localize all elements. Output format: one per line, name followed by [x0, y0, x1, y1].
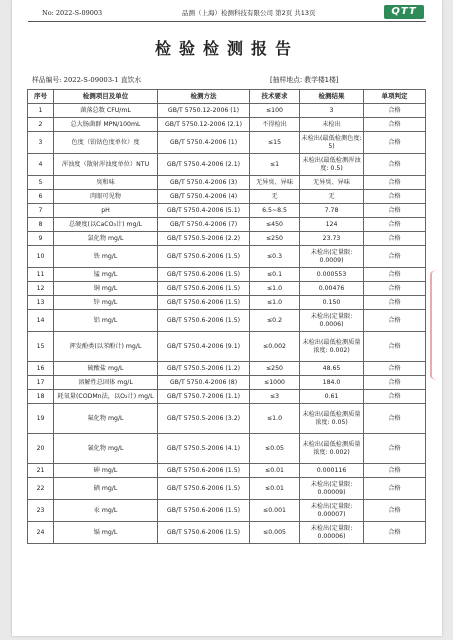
table-row — [28, 434, 426, 464]
judgement: 合格 — [364, 434, 426, 464]
table-row — [28, 118, 426, 132]
test-item: 硒 mg/L — [54, 478, 158, 500]
test-method: GB/T 5750.4-2006 (4) — [158, 190, 250, 204]
test-item: 氰化物 mg/L — [54, 434, 158, 464]
row-number: 2 — [28, 118, 54, 132]
table-row — [28, 500, 426, 522]
header-divider — [28, 21, 426, 22]
test-method: GB/T 5750.6-2006 (1.5) — [158, 296, 250, 310]
test-method: GB/T 5750.12-2006 (2.1) — [158, 118, 250, 132]
row-number: 11 — [28, 268, 54, 282]
test-method: GB/T 5750.7-2006 (1.1) — [158, 390, 250, 404]
column-header: 单项判定 — [364, 90, 426, 104]
column-header: 检测方法 — [158, 90, 250, 104]
test-result: 未检出(定量限: 0.0009) — [300, 246, 364, 268]
test-method: GB/T 5750.4-2006 (1) — [158, 132, 250, 154]
judgement: 合格 — [364, 246, 426, 268]
test-item: 臭和味 — [54, 176, 158, 190]
test-item: 氯化物 mg/L — [54, 232, 158, 246]
table-row — [28, 282, 426, 296]
sampling-location: [抽样地点: 教学楼1楼] — [270, 76, 339, 84]
requirement: ≤1.0 — [250, 296, 300, 310]
test-result: 23.73 — [300, 232, 364, 246]
test-method: GB/T 5750.5-2006 (3.2) — [158, 404, 250, 434]
test-method: GB/T 5750.4-2006 (2.1) — [158, 154, 250, 176]
test-item: 铜 mg/L — [54, 282, 158, 296]
judgement: 合格 — [364, 310, 426, 332]
requirement: ≤3 — [250, 390, 300, 404]
test-result: 无异臭、异味 — [300, 176, 364, 190]
judgement: 合格 — [364, 118, 426, 132]
judgement: 合格 — [364, 362, 426, 376]
results-table — [27, 89, 426, 544]
seal-stamp-edge — [430, 270, 446, 380]
test-result: 未检出 — [300, 118, 364, 132]
requirement: 无异臭、异味 — [250, 176, 300, 190]
requirement: ≤450 — [250, 218, 300, 232]
table-row — [28, 190, 426, 204]
test-method: GB/T 5750.6-2006 (1.5) — [158, 268, 250, 282]
judgement: 合格 — [364, 232, 426, 246]
company-logo: QTT — [384, 5, 424, 19]
row-number: 9 — [28, 232, 54, 246]
row-number: 17 — [28, 376, 54, 390]
requirement: ≤1.0 — [250, 282, 300, 296]
test-method: GB/T 5750.6-2006 (1.5) — [158, 282, 250, 296]
test-method: GB/T 5750.4-2006 (9.1) — [158, 332, 250, 362]
test-method: GB/T 5750.6-2006 (1.5) — [158, 246, 250, 268]
judgement: 合格 — [364, 132, 426, 154]
judgement: 合格 — [364, 296, 426, 310]
requirement: ≤15 — [250, 132, 300, 154]
requirement: ≤0.002 — [250, 332, 300, 362]
requirement: ≤0.01 — [250, 464, 300, 478]
table-row — [28, 362, 426, 376]
test-method: GB/T 5750.6-2006 (1.5) — [158, 522, 250, 544]
row-number: 6 — [28, 190, 54, 204]
requirement: ≤100 — [250, 104, 300, 118]
test-result: 48.65 — [300, 362, 364, 376]
row-number: 13 — [28, 296, 54, 310]
judgement: 合格 — [364, 104, 426, 118]
table-row — [28, 268, 426, 282]
table-row — [28, 154, 426, 176]
test-item: 铁 mg/L — [54, 246, 158, 268]
requirement: ≤1000 — [250, 376, 300, 390]
test-item: 铝 mg/L — [54, 310, 158, 332]
test-method: GB/T 5750.6-2006 (1.5) — [158, 478, 250, 500]
test-item: 总大肠菌群 MPN/100mL — [54, 118, 158, 132]
test-item: pH — [54, 204, 158, 218]
row-number: 20 — [28, 434, 54, 464]
test-item: 挥发酚类(以苯酚计) mg/L — [54, 332, 158, 362]
test-result: 未检出(最低检测质量浓度: 0.002) — [300, 332, 364, 362]
test-item: 硫酸盐 mg/L — [54, 362, 158, 376]
test-method: GB/T 5750.4-2006 (8) — [158, 376, 250, 390]
row-number: 3 — [28, 132, 54, 154]
test-item: 镉 mg/L — [54, 522, 158, 544]
test-result: 0.000553 — [300, 268, 364, 282]
test-result: 未检出(最低检测浑浊度: 0.5) — [300, 154, 364, 176]
row-number: 1 — [28, 104, 54, 118]
test-result: 未检出(定量限: 0.0006) — [300, 310, 364, 332]
test-result: 3 — [300, 104, 364, 118]
judgement: 合格 — [364, 154, 426, 176]
test-item: 肉眼可见物 — [54, 190, 158, 204]
judgement: 合格 — [364, 522, 426, 544]
requirement: ≤1.0 — [250, 404, 300, 434]
table-row — [28, 218, 426, 232]
test-item: 菌落总数 CFU/mL — [54, 104, 158, 118]
requirement: ≤0.05 — [250, 434, 300, 464]
test-item: 汞 mg/L — [54, 500, 158, 522]
test-result: 未检出(最低检测色度: 5) — [300, 132, 364, 154]
judgement: 合格 — [364, 282, 426, 296]
report-number: No: 2022-S-09003 — [42, 9, 103, 17]
table-row — [28, 332, 426, 362]
requirement: ≤0.1 — [250, 268, 300, 282]
requirement: ≤0.005 — [250, 522, 300, 544]
test-item: 锰 mg/L — [54, 268, 158, 282]
row-number: 7 — [28, 204, 54, 218]
judgement: 合格 — [364, 268, 426, 282]
row-number: 22 — [28, 478, 54, 500]
row-number: 8 — [28, 218, 54, 232]
table-row — [28, 204, 426, 218]
requirement: 无 — [250, 190, 300, 204]
test-item: 浑浊度（散射浑浊度单位）NTU — [54, 154, 158, 176]
test-method: GB/T 5750.5-2006 (2.2) — [158, 232, 250, 246]
test-method: GB/T 5750.4-2006 (3) — [158, 176, 250, 190]
test-result: 124 — [300, 218, 364, 232]
test-item: 锌 mg/L — [54, 296, 158, 310]
test-item: 氟化物 mg/L — [54, 404, 158, 434]
judgement: 合格 — [364, 176, 426, 190]
row-number: 23 — [28, 500, 54, 522]
requirement: 不得检出 — [250, 118, 300, 132]
judgement: 合格 — [364, 390, 426, 404]
requirement: ≤250 — [250, 232, 300, 246]
table-row — [28, 232, 426, 246]
judgement: 合格 — [364, 190, 426, 204]
company-page-info: 品测（上海）检测科技有限公司 第2页 共13页 — [182, 9, 316, 17]
row-number: 12 — [28, 282, 54, 296]
table-row — [28, 376, 426, 390]
test-item: 色度（铂钴色度单位）度 — [54, 132, 158, 154]
test-result: 未检出(定量限: 0.00007) — [300, 500, 364, 522]
table-header-row — [28, 90, 426, 104]
requirement: ≤1 — [250, 154, 300, 176]
sample-number: 样品编号: 2022-S-09003-1 直饮水 — [32, 76, 142, 84]
judgement: 合格 — [364, 376, 426, 390]
judgement: 合格 — [364, 478, 426, 500]
test-method: GB/T 5750.6-2006 (1.5) — [158, 464, 250, 478]
requirement: 6.5~8.5 — [250, 204, 300, 218]
row-number: 15 — [28, 332, 54, 362]
row-number: 4 — [28, 154, 54, 176]
column-header: 序号 — [28, 90, 54, 104]
judgement: 合格 — [364, 500, 426, 522]
table-row — [28, 522, 426, 544]
judgement: 合格 — [364, 332, 426, 362]
row-number: 5 — [28, 176, 54, 190]
row-number: 18 — [28, 390, 54, 404]
requirement: ≤0.3 — [250, 246, 300, 268]
judgement: 合格 — [364, 204, 426, 218]
test-result: 未检出(最低检测质量浓度: 0.002) — [300, 434, 364, 464]
table-row — [28, 296, 426, 310]
page-header — [42, 6, 412, 20]
row-number: 19 — [28, 404, 54, 434]
test-result: 0.00476 — [300, 282, 364, 296]
test-item: 砷 mg/L — [54, 464, 158, 478]
column-header: 检测结果 — [300, 90, 364, 104]
test-result: 0.61 — [300, 390, 364, 404]
judgement: 合格 — [364, 464, 426, 478]
test-method: GB/T 5750.12-2006 (1) — [158, 104, 250, 118]
test-result: 未检出(定量限: 0.00009) — [300, 478, 364, 500]
test-item: 耗氧量(CODMn法，以O₂计) mg/L — [54, 390, 158, 404]
test-result: 7.78 — [300, 204, 364, 218]
column-header: 技术要求 — [250, 90, 300, 104]
requirement: ≤0.001 — [250, 500, 300, 522]
row-number: 10 — [28, 246, 54, 268]
test-method: GB/T 5750.6-2006 (1.5) — [158, 310, 250, 332]
test-result: 0.150 — [300, 296, 364, 310]
requirement: ≤250 — [250, 362, 300, 376]
report-page — [12, 0, 442, 636]
test-result: 184.0 — [300, 376, 364, 390]
row-number: 24 — [28, 522, 54, 544]
table-row — [28, 464, 426, 478]
row-number: 16 — [28, 362, 54, 376]
table-row — [28, 390, 426, 404]
table-row — [28, 404, 426, 434]
table-row — [28, 310, 426, 332]
judgement: 合格 — [364, 404, 426, 434]
test-method: GB/T 5750.4-2006 (7) — [158, 218, 250, 232]
judgement: 合格 — [364, 218, 426, 232]
column-header: 检测项目及单位 — [54, 90, 158, 104]
test-method: GB/T 5750.5-2006 (4.1) — [158, 434, 250, 464]
page-title: 检验检测报告 — [154, 39, 299, 58]
table-row — [28, 246, 426, 268]
requirement: ≤0.2 — [250, 310, 300, 332]
test-result: 无 — [300, 190, 364, 204]
test-method: GB/T 5750.4-2006 (5.1) — [158, 204, 250, 218]
table-row — [28, 132, 426, 154]
test-method: GB/T 5750.5-2006 (1.2) — [158, 362, 250, 376]
test-result: 0.000116 — [300, 464, 364, 478]
table-row — [28, 176, 426, 190]
test-method: GB/T 5750.6-2006 (1.5) — [158, 500, 250, 522]
table-row — [28, 478, 426, 500]
row-number: 14 — [28, 310, 54, 332]
requirement: ≤0.01 — [250, 478, 300, 500]
row-number: 21 — [28, 464, 54, 478]
test-result: 未检出(最低检测质量浓度: 0.05) — [300, 404, 364, 434]
test-item: 总硬度(以CaCO₃计) mg/L — [54, 218, 158, 232]
table-row — [28, 104, 426, 118]
test-result: 未检出(定量限: 0.00006) — [300, 522, 364, 544]
test-item: 溶解性总固体 mg/L — [54, 376, 158, 390]
